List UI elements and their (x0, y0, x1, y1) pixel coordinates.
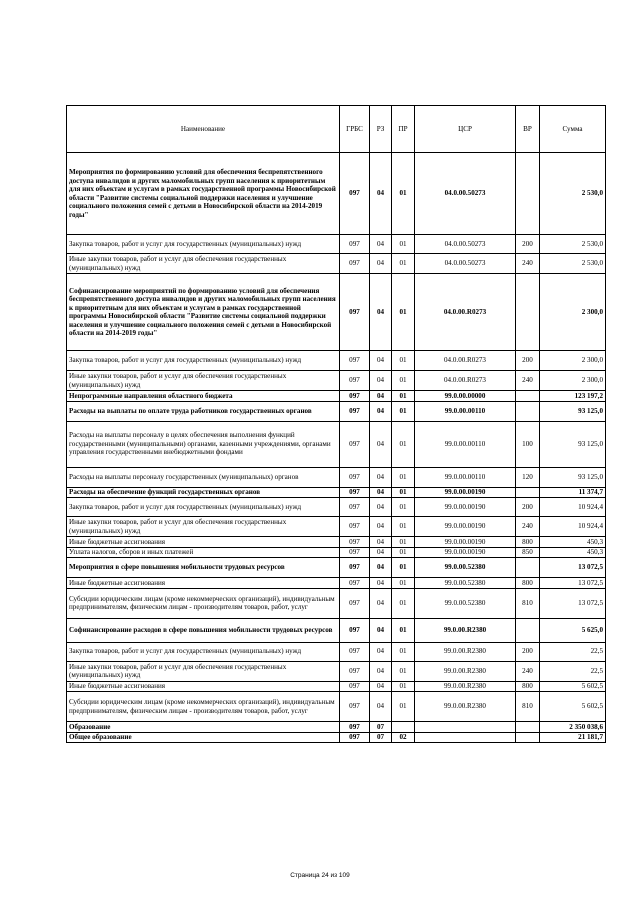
cell-vr (516, 153, 540, 235)
cell-sum: 93 125,0 (540, 401, 606, 421)
cell-pr: 02 (392, 732, 415, 743)
cell-csr: 99.0.00.R2380 (415, 618, 516, 642)
cell-rz: 04 (370, 642, 392, 661)
cell-pr (392, 722, 415, 733)
cell-sum: 21 181,7 (540, 732, 606, 743)
cell-rz: 04 (370, 681, 392, 692)
table-row (67, 467, 606, 487)
cell-sum: 2 530,0 (540, 254, 606, 274)
table-row (67, 274, 606, 351)
table-row (67, 558, 606, 578)
cell-sum: 2 300,0 (540, 371, 606, 391)
cell-rz: 04 (370, 421, 392, 467)
cell-csr: 99.0.00.00190 (415, 547, 516, 558)
cell-sum: 5 602,5 (540, 681, 606, 692)
cell-pr: 01 (392, 642, 415, 661)
cell-csr (415, 722, 516, 733)
cell-pr: 01 (392, 371, 415, 391)
cell-vr: 200 (516, 498, 540, 517)
cell-pr: 01 (392, 547, 415, 558)
cell-csr: 04.0.00.50273 (415, 153, 516, 235)
cell-name: Общее образование (67, 732, 340, 743)
cell-grbs: 097 (340, 547, 370, 558)
cell-grbs: 097 (340, 351, 370, 371)
cell-sum: 450,3 (540, 547, 606, 558)
cell-vr: 240 (516, 517, 540, 537)
table-row (67, 487, 606, 498)
cell-pr: 01 (392, 618, 415, 642)
cell-pr: 01 (392, 681, 415, 692)
cell-name: Иные бюджетные ассигнования (67, 537, 340, 548)
table-row (67, 254, 606, 274)
table-row (67, 391, 606, 402)
cell-rz: 04 (370, 547, 392, 558)
cell-rz: 04 (370, 254, 392, 274)
budget-table-container (66, 105, 605, 743)
cell-name: Субсидии юридическим лицам (кроме некоммерческих организаций), индивидуальным предпринимателям, физическим лицам - производителям товаров, работ, услуг (67, 588, 340, 618)
cell-pr: 01 (392, 692, 415, 722)
cell-csr: 99.0.00.00190 (415, 487, 516, 498)
cell-vr (516, 732, 540, 743)
cell-vr: 200 (516, 351, 540, 371)
cell-name: Иные закупки товаров, работ и услуг для обеспечения государственных (муниципальных) нужд (67, 517, 340, 537)
cell-name: Софинансирование расходов в сфере повышения мобильности трудовых ресурсов (67, 618, 340, 642)
table-row (67, 578, 606, 589)
cell-vr (516, 401, 540, 421)
cell-vr: 200 (516, 235, 540, 254)
cell-pr: 01 (392, 487, 415, 498)
header-vr: ВР (516, 106, 540, 153)
cell-name: Расходы на выплаты персоналу государственных (муниципальных) органов (67, 467, 340, 487)
cell-vr (516, 618, 540, 642)
cell-pr: 01 (392, 537, 415, 548)
cell-pr: 01 (392, 401, 415, 421)
cell-sum: 10 924,4 (540, 498, 606, 517)
header-pr: ПР (392, 106, 415, 153)
cell-csr: 04.0.00.50273 (415, 254, 516, 274)
cell-sum: 5 602,5 (540, 692, 606, 722)
table-row (67, 235, 606, 254)
cell-rz: 04 (370, 351, 392, 371)
cell-name: Иные закупки товаров, работ и услуг для обеспечения государственных (муниципальных) нужд (67, 254, 340, 274)
cell-name: Закупка товаров, работ и услуг для государственных (муниципальных) нужд (67, 498, 340, 517)
cell-grbs: 097 (340, 558, 370, 578)
cell-grbs: 097 (340, 401, 370, 421)
cell-rz: 04 (370, 487, 392, 498)
cell-vr: 120 (516, 467, 540, 487)
cell-csr: 99.0.00.52380 (415, 558, 516, 578)
cell-grbs: 097 (340, 487, 370, 498)
cell-sum: 93 125,0 (540, 421, 606, 467)
cell-rz: 04 (370, 153, 392, 235)
cell-rz: 04 (370, 618, 392, 642)
cell-rz: 04 (370, 517, 392, 537)
cell-vr: 240 (516, 371, 540, 391)
cell-name: Иные закупки товаров, работ и услуг для обеспечения государственных (муниципальных) нужд (67, 371, 340, 391)
cell-grbs: 097 (340, 498, 370, 517)
cell-name: Закупка товаров, работ и услуг для государственных (муниципальных) нужд (67, 351, 340, 371)
table-row (67, 498, 606, 517)
cell-rz: 04 (370, 467, 392, 487)
cell-grbs: 097 (340, 235, 370, 254)
cell-sum: 13 072,5 (540, 558, 606, 578)
cell-csr: 04.0.00.R0273 (415, 351, 516, 371)
cell-sum: 11 374,7 (540, 487, 606, 498)
cell-rz: 04 (370, 588, 392, 618)
cell-rz: 04 (370, 537, 392, 548)
cell-name: Софинансирование мероприятий по формированию условий для обеспечения беспрепятственного доступа инвалидов и других маломобильных групп населения к приоритетным для них объектам и услугам в рамках государственной программы Новосибирской области "Развитие системы социальной поддержки населения и улучшение социального положения семей с детьми в Новосибирской области на 2014-2019 годы" (67, 274, 340, 351)
cell-rz: 04 (370, 371, 392, 391)
cell-grbs: 097 (340, 517, 370, 537)
cell-grbs: 097 (340, 153, 370, 235)
cell-pr: 01 (392, 517, 415, 537)
cell-csr: 99.0.00.R2380 (415, 661, 516, 681)
cell-grbs: 097 (340, 391, 370, 402)
cell-grbs: 097 (340, 254, 370, 274)
cell-grbs: 097 (340, 732, 370, 743)
cell-vr: 240 (516, 661, 540, 681)
table-row (67, 421, 606, 467)
cell-name: Уплата налогов, сборов и иных платежей (67, 547, 340, 558)
cell-pr: 01 (392, 661, 415, 681)
cell-sum: 13 072,5 (540, 588, 606, 618)
table-row (67, 681, 606, 692)
table-row (67, 537, 606, 548)
table-row (67, 722, 606, 733)
cell-grbs: 097 (340, 618, 370, 642)
cell-vr (516, 274, 540, 351)
cell-csr: 99.0.00.00110 (415, 421, 516, 467)
cell-rz: 04 (370, 235, 392, 254)
cell-grbs: 097 (340, 371, 370, 391)
table-row (67, 692, 606, 722)
cell-pr: 01 (392, 421, 415, 467)
cell-sum: 5 625,0 (540, 618, 606, 642)
cell-csr: 04.0.00.50273 (415, 235, 516, 254)
cell-rz: 07 (370, 732, 392, 743)
cell-sum: 450,3 (540, 537, 606, 548)
cell-pr: 01 (392, 274, 415, 351)
cell-csr: 99.0.00.52380 (415, 588, 516, 618)
cell-csr: 99.0.00.R2380 (415, 681, 516, 692)
cell-grbs: 097 (340, 692, 370, 722)
cell-name: Образование (67, 722, 340, 733)
cell-csr: 99.0.00.00190 (415, 498, 516, 517)
cell-sum: 22,5 (540, 661, 606, 681)
cell-sum: 13 072,5 (540, 578, 606, 589)
cell-csr: 99.0.00.00110 (415, 467, 516, 487)
cell-csr: 99.0.00.00110 (415, 401, 516, 421)
cell-vr: 810 (516, 692, 540, 722)
cell-rz: 04 (370, 692, 392, 722)
header-name: Наименование (67, 106, 340, 153)
cell-vr (516, 487, 540, 498)
cell-csr: 99.0.00.R2380 (415, 642, 516, 661)
cell-sum: 93 125,0 (540, 467, 606, 487)
table-row (67, 661, 606, 681)
cell-vr: 800 (516, 537, 540, 548)
table-row (67, 401, 606, 421)
cell-vr: 850 (516, 547, 540, 558)
cell-vr: 800 (516, 578, 540, 589)
cell-pr: 01 (392, 467, 415, 487)
cell-name: Непрограммные направления областного бюджета (67, 391, 340, 402)
table-row (67, 547, 606, 558)
cell-name: Расходы на обеспечение функций государственных органов (67, 487, 340, 498)
cell-vr: 240 (516, 254, 540, 274)
cell-pr: 01 (392, 391, 415, 402)
header-grbs: ГРБС (340, 106, 370, 153)
cell-name: Расходы на выплаты по оплате труда работников государственных органов (67, 401, 340, 421)
cell-grbs: 097 (340, 578, 370, 589)
cell-rz: 04 (370, 274, 392, 351)
cell-vr (516, 722, 540, 733)
cell-name: Расходы на выплаты персоналу в целях обеспечения выполнения функций государственными (муниципальными) органами, казенными учреждениями, органами управления государственными внебюджетными фондами (67, 421, 340, 467)
table-header-row (67, 106, 606, 153)
cell-grbs: 097 (340, 722, 370, 733)
cell-name: Иные закупки товаров, работ и услуг для обеспечения государственных (муниципальных) нужд (67, 661, 340, 681)
table-body (67, 153, 606, 743)
cell-pr: 01 (392, 153, 415, 235)
page-footer: Страница 24 из 109 (290, 872, 350, 879)
cell-vr: 800 (516, 681, 540, 692)
cell-grbs: 097 (340, 421, 370, 467)
cell-vr: 810 (516, 588, 540, 618)
cell-sum: 2 300,0 (540, 351, 606, 371)
cell-sum: 2 530,0 (540, 235, 606, 254)
cell-rz: 04 (370, 558, 392, 578)
cell-grbs: 097 (340, 588, 370, 618)
cell-pr: 01 (392, 254, 415, 274)
cell-pr: 01 (392, 578, 415, 589)
cell-csr: 99.0.00.00000 (415, 391, 516, 402)
cell-rz: 07 (370, 722, 392, 733)
cell-csr (415, 732, 516, 743)
cell-rz: 04 (370, 578, 392, 589)
cell-name: Мероприятия в сфере повышения мобильности трудовых ресурсов (67, 558, 340, 578)
cell-pr: 01 (392, 588, 415, 618)
cell-pr: 01 (392, 558, 415, 578)
cell-grbs: 097 (340, 661, 370, 681)
cell-vr: 100 (516, 421, 540, 467)
cell-rz: 04 (370, 391, 392, 402)
table-row (67, 153, 606, 235)
cell-rz: 04 (370, 498, 392, 517)
cell-name: Иные бюджетные ассигнования (67, 578, 340, 589)
cell-grbs: 097 (340, 537, 370, 548)
cell-csr: 99.0.00.R2380 (415, 692, 516, 722)
cell-rz: 04 (370, 401, 392, 421)
table-row (67, 642, 606, 661)
cell-name: Иные бюджетные ассигнования (67, 681, 340, 692)
header-csr: ЦСР (415, 106, 516, 153)
cell-csr: 99.0.00.52380 (415, 578, 516, 589)
table-row (67, 732, 606, 743)
cell-grbs: 097 (340, 467, 370, 487)
cell-pr: 01 (392, 498, 415, 517)
table-row (67, 517, 606, 537)
cell-csr: 99.0.00.00190 (415, 517, 516, 537)
cell-name: Мероприятия по формированию условий для обеспечения беспрепятственного доступа инвалидов и других маломобильных групп населения к приоритетным для них объектам и услугам в рамках государственной программы Новосибирской области "Развитие системы социальной поддержки населения и улучшение социального положения семей с детьми в Новосибирской области на 2014-2019 годы" (67, 153, 340, 235)
cell-sum: 2 300,0 (540, 274, 606, 351)
table-row (67, 588, 606, 618)
cell-sum: 123 197,2 (540, 391, 606, 402)
cell-sum: 2 530,0 (540, 153, 606, 235)
cell-csr: 99.0.00.00190 (415, 537, 516, 548)
cell-name: Субсидии юридическим лицам (кроме некоммерческих организаций), индивидуальным предпринимателям, физическим лицам - производителям товаров, работ, услуг (67, 692, 340, 722)
cell-grbs: 097 (340, 274, 370, 351)
cell-vr (516, 391, 540, 402)
table-row (67, 618, 606, 642)
header-sum: Сумма (540, 106, 606, 153)
header-rz: РЗ (370, 106, 392, 153)
cell-csr: 04.0.00.R0273 (415, 371, 516, 391)
cell-pr: 01 (392, 235, 415, 254)
cell-name: Закупка товаров, работ и услуг для государственных (муниципальных) нужд (67, 235, 340, 254)
table-row (67, 371, 606, 391)
cell-sum: 2 350 038,6 (540, 722, 606, 733)
table-row (67, 351, 606, 371)
cell-grbs: 097 (340, 642, 370, 661)
cell-name: Закупка товаров, работ и услуг для государственных (муниципальных) нужд (67, 642, 340, 661)
cell-vr: 200 (516, 642, 540, 661)
cell-rz: 04 (370, 661, 392, 681)
cell-vr (516, 558, 540, 578)
cell-pr: 01 (392, 351, 415, 371)
budget-table (66, 105, 606, 743)
cell-sum: 10 924,4 (540, 517, 606, 537)
cell-csr: 04.0.00.R0273 (415, 274, 516, 351)
cell-sum: 22,5 (540, 642, 606, 661)
cell-grbs: 097 (340, 681, 370, 692)
